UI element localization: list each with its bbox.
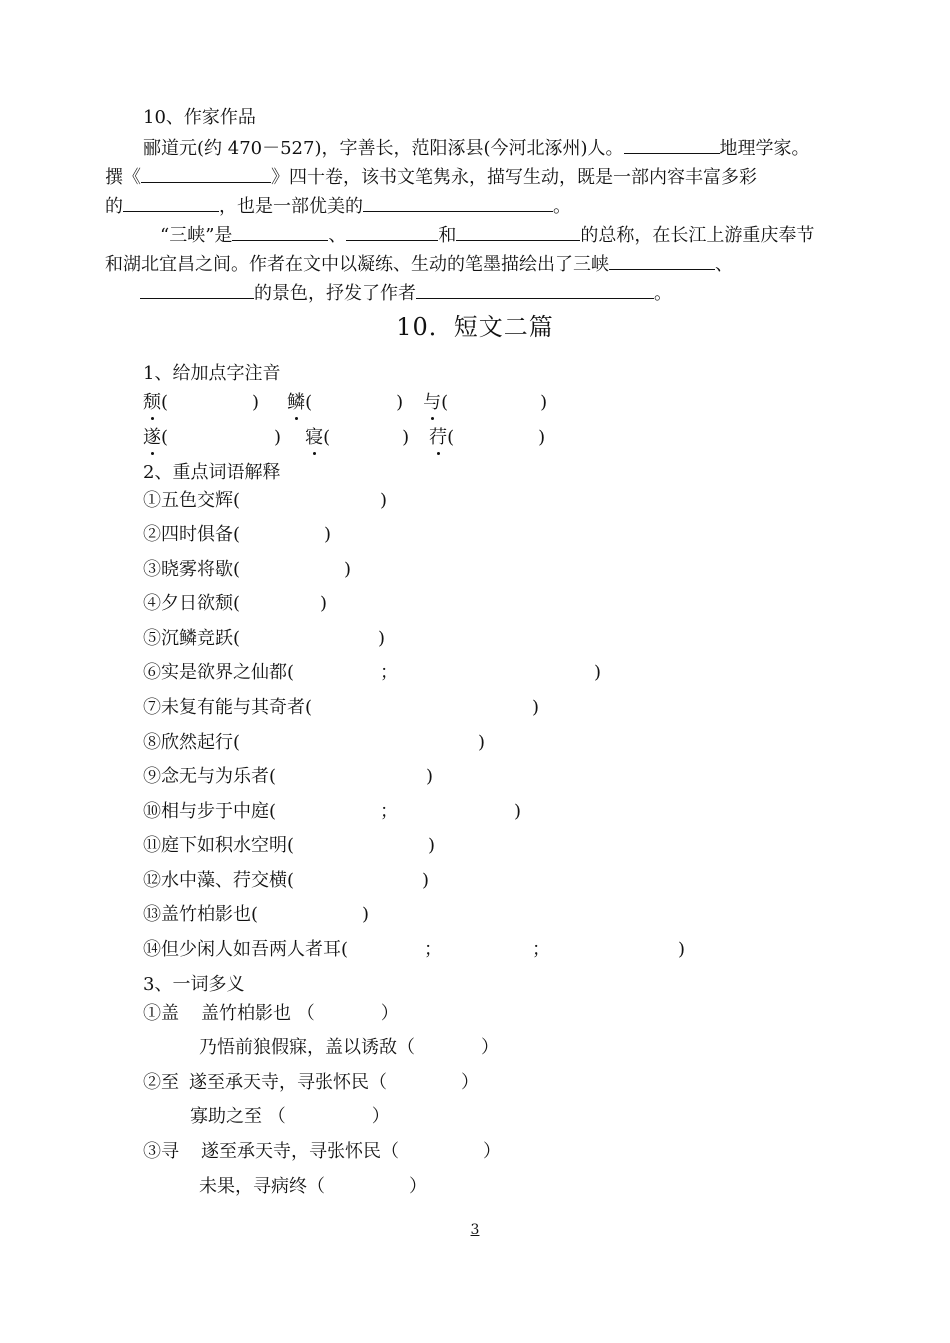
term-text: ⑫水中藻、荇交横( xyxy=(143,870,295,891)
intro-line-1 xyxy=(143,134,810,161)
s3-row xyxy=(199,1036,499,1060)
paren: ( xyxy=(305,392,313,413)
term-text: ⑤沉鳞竞跃( xyxy=(143,628,241,649)
s2-item xyxy=(143,489,387,513)
s1-row-2 xyxy=(143,426,545,450)
word-label: ①盖 xyxy=(143,1003,179,1024)
term-text: ⑩相与步于中庭( xyxy=(143,801,277,822)
s3-row xyxy=(143,1071,479,1095)
term-text: ①五色交辉( xyxy=(143,490,241,511)
dotted-char: 与 xyxy=(423,392,442,413)
intro-text: 的景色，抒发了作者 xyxy=(254,283,416,304)
paren: ) xyxy=(426,766,434,787)
term-text: ③晓雾将歇( xyxy=(143,559,241,580)
example-text: 遂至承天寺，寻张怀民（ xyxy=(189,1072,387,1093)
paren: ) xyxy=(380,490,388,511)
fill-blank[interactable] xyxy=(232,221,328,241)
intro-line-2 xyxy=(105,163,757,190)
intro-text: 、 xyxy=(715,254,733,275)
intro-line-5 xyxy=(105,250,733,277)
intro-text: 》四十卷，该书文笔隽永，描写生动，既是一部内容丰富多彩 xyxy=(271,167,757,188)
paren: ) xyxy=(324,524,332,545)
intro-text: ，也是一部优美的 xyxy=(219,196,363,217)
intro-text: 的总称，在长江上游重庆奉节 xyxy=(580,225,815,246)
s1-heading: 1、给加点字注音 xyxy=(143,363,281,384)
paren: ) xyxy=(540,392,548,413)
paren: ） xyxy=(380,1003,399,1024)
page-number: 3 xyxy=(470,1222,480,1238)
s3-row xyxy=(143,1140,501,1164)
dotted-char: 寝 xyxy=(305,427,324,448)
semicolon: ； xyxy=(380,662,399,683)
paren: ) xyxy=(532,697,540,718)
dotted-char: 遂 xyxy=(143,427,161,448)
paren: ) xyxy=(538,427,546,448)
term-text: ⑧欣然起行( xyxy=(143,732,241,753)
paren: ) xyxy=(320,593,328,614)
paren: ) xyxy=(594,662,602,683)
paren: ( xyxy=(441,392,449,413)
s2-item xyxy=(143,661,601,685)
paren: ( xyxy=(161,392,169,413)
intro-text: “三峡”是 xyxy=(160,225,233,246)
s2-item xyxy=(143,627,385,651)
example-text: 乃悟前狼假寐，盖以诱敌（ xyxy=(199,1037,415,1058)
term-text: ⑥实是欲界之仙都( xyxy=(143,662,295,683)
example-text: 寡助之至 （ xyxy=(190,1106,286,1127)
intro-text: 、 xyxy=(328,225,347,246)
paren: ） xyxy=(481,1037,499,1058)
paren: ) xyxy=(252,392,260,413)
fill-blank[interactable] xyxy=(456,221,580,241)
intro-text: 郦道元(约 470－527)，字善长，范阳涿县(今河北涿州)人。 xyxy=(143,138,624,159)
s2-item xyxy=(143,731,485,755)
s2-item xyxy=(143,834,435,858)
intro-text: 和 xyxy=(438,225,457,246)
s2-item xyxy=(143,938,685,962)
fill-blank[interactable] xyxy=(624,134,720,154)
term-text: ④夕日欲颓( xyxy=(143,593,241,614)
s2-item xyxy=(143,558,351,582)
paren: ） xyxy=(461,1072,479,1093)
lesson-title: 10．短文二篇 xyxy=(396,313,554,341)
intro-text: 。 xyxy=(553,196,571,217)
paren: ） xyxy=(483,1141,501,1162)
paren: ) xyxy=(344,559,352,580)
s2-heading: 2、重点词语解释 xyxy=(143,462,281,483)
paren: ) xyxy=(514,801,522,822)
example-text: 盖竹柏影也 （ xyxy=(201,1003,315,1024)
dotted-char: 鳞 xyxy=(287,392,306,413)
paren: ） xyxy=(371,1106,390,1127)
paren: ) xyxy=(478,732,486,753)
paren: ( xyxy=(161,427,169,448)
paren: ) xyxy=(378,628,386,649)
intro-heading: 10、作家作品 xyxy=(143,107,256,128)
s3-row xyxy=(190,1105,390,1129)
s1-row-1 xyxy=(143,391,547,415)
intro-line-4 xyxy=(160,221,814,248)
s3-heading: 3、一词多义 xyxy=(143,974,245,995)
paren: ) xyxy=(422,870,430,891)
term-text: ⑪庭下如积水空明( xyxy=(143,835,295,856)
semicolon: ； xyxy=(380,801,399,822)
intro-text: 的 xyxy=(105,196,123,217)
s2-item xyxy=(143,800,521,824)
term-text: ⑬盖竹柏影也( xyxy=(143,904,259,925)
paren: ) xyxy=(396,392,404,413)
fill-blank[interactable] xyxy=(123,192,219,212)
paren: ( xyxy=(447,427,455,448)
paren: ) xyxy=(402,427,410,448)
intro-text: 地理学家。 xyxy=(719,138,810,159)
s2-item xyxy=(143,903,369,927)
s3-row xyxy=(143,1002,399,1026)
dotted-char: 荇 xyxy=(429,427,448,448)
intro-text: 。 xyxy=(654,283,672,304)
intro-line-3 xyxy=(105,192,571,219)
semicolon: ； xyxy=(424,939,443,960)
term-text: ⑭但少闲人如吾两人者耳( xyxy=(143,939,349,960)
term-text: ⑨念无与为乐者( xyxy=(143,766,277,787)
s2-item xyxy=(143,869,429,893)
s2-item xyxy=(143,696,539,720)
s2-item xyxy=(143,592,327,616)
paren: ) xyxy=(428,835,436,856)
semicolon: ； xyxy=(532,939,551,960)
paren: ） xyxy=(409,1176,427,1197)
word-label: ③寻 xyxy=(143,1141,179,1162)
fill-blank[interactable] xyxy=(363,192,553,212)
intro-text: 撰《 xyxy=(105,167,141,188)
paren: ) xyxy=(274,427,282,448)
paren: ( xyxy=(323,427,331,448)
dotted-char: 颓 xyxy=(143,392,161,413)
term-text: ②四时俱备( xyxy=(143,524,241,545)
example-text: 遂至承天寺，寻张怀民（ xyxy=(201,1141,399,1162)
paren: ) xyxy=(678,939,686,960)
paren: ) xyxy=(362,904,370,925)
fill-blank[interactable] xyxy=(346,221,438,241)
example-text: 未果，寻病终（ xyxy=(199,1176,325,1197)
intro-line-6 xyxy=(140,279,672,306)
fill-blank[interactable] xyxy=(609,250,715,270)
s2-item xyxy=(143,765,433,789)
term-text: ⑦未复有能与其奇者( xyxy=(143,697,313,718)
fill-blank[interactable] xyxy=(416,279,654,299)
intro-text: 和湖北宜昌之间。作者在文中以凝练、生动的笔墨描绘出了三峡 xyxy=(105,254,609,275)
fill-blank[interactable] xyxy=(140,279,254,299)
fill-blank[interactable] xyxy=(141,163,271,183)
word-label: ②至 xyxy=(143,1072,179,1093)
s3-row xyxy=(199,1175,427,1199)
s2-item xyxy=(143,523,331,547)
